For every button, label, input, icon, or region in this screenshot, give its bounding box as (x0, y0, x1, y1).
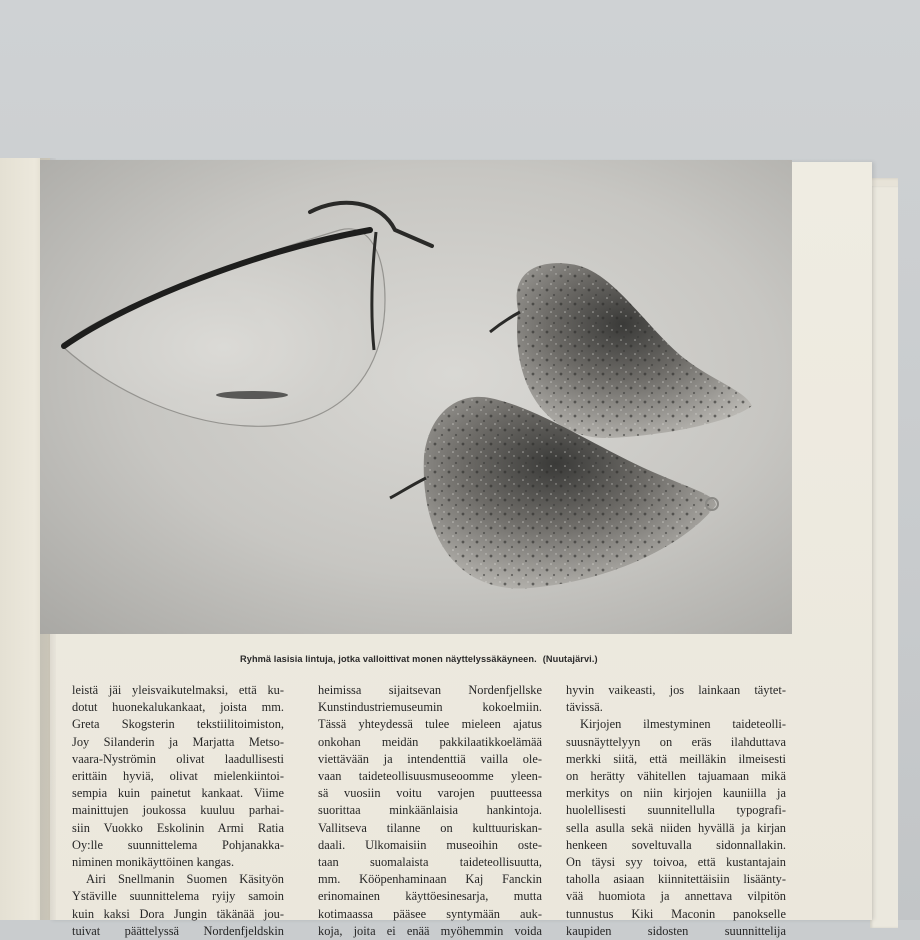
text-line: tävissä. (566, 700, 603, 715)
glass-birds-illustration (40, 160, 792, 634)
text-line: heimissa sijaitsevan Nordenfjellske (318, 683, 542, 697)
photograph-glass-birds (40, 160, 792, 634)
text-line: viettävään ja intendenttiä vailla ole- (318, 751, 542, 766)
text-line: sella asulla sekä niiden hyvällä ja kirjan (566, 820, 786, 835)
photo-caption (240, 654, 800, 664)
text-line: huolellisesti suunnitellulla typografi- (566, 803, 786, 818)
text-line: koja, joita ei enää myöhemmin voida (318, 923, 542, 938)
text-line: kuin kaksi Dora Jungin täkänää jou- (72, 906, 284, 921)
text-line: sempia kuin painetut kankaat. Viime (72, 786, 284, 801)
text-line: suorittaa minkäänlaisia hankintoja. (318, 803, 542, 818)
text-line: kotimaassa pääsee syntymään auk- (318, 906, 542, 921)
text-line: mainittujen joukossa kuuluu parhai- (72, 803, 284, 818)
page-edge (870, 186, 898, 928)
text-column-3 (566, 682, 786, 940)
text-line: dotut huonekalukankaat, joista mm. (72, 700, 284, 715)
text-line: Tässä yhteydessä tulee mieleen ajatus (318, 717, 542, 732)
text-line: vaan taideteollisuusmuseoomme yleen- (318, 769, 542, 784)
text-line: kaupiden sidosten suunnittelija (566, 923, 786, 938)
text-line: on herätty vähitellen tajuamaan mikä (566, 769, 786, 784)
text-line: vää huomiota ja annettava vilpitön (566, 889, 786, 904)
text-line: tunnustus Kiki Maconin panokselle (566, 906, 786, 921)
text-line: merkitys on niin kirjojen kauniilla ja (566, 786, 786, 801)
text-line: onkohan meidän pakkilaatikkoelämää (318, 734, 542, 749)
text-line: On täysi syy toivoa, että kustantajain (566, 855, 786, 870)
text-line: taan suomalaista taideteollisuutta, (318, 855, 542, 870)
text-column-1 (72, 682, 284, 940)
text-line: Kirjojen ilmestyminen taideteolli- (580, 717, 786, 732)
text-line: Vallitseva tilanne on kulttuuriskan- (318, 820, 542, 835)
caption-text: Ryhmä lasisia lintuja, jotka valloittivat monen näyttelyssäkäyneen. (240, 654, 537, 664)
text-line: leistä jäi yleisvaikutelmaksi, että ku- (72, 683, 284, 697)
text-column-2 (318, 682, 542, 940)
text-line: taholla asiaan kiinnitettäisiin lisäänty- (566, 872, 786, 887)
text-line: erinomainen käyttöesinesarja, mutta (318, 889, 542, 904)
text-line: erittäin hyviä, olivat mielenkiintoi- (72, 769, 284, 784)
text-line: Kunstindustriemuseumin kokoelmiin. (318, 700, 542, 715)
text-line: merkki siitä, että meilläkin ilmeisesti (566, 751, 786, 766)
text-line: Airi Snellmanin Suomen Käsityön (86, 872, 284, 887)
text-line: hyvin vaikeasti, jos lainkaan täytet- (566, 683, 786, 697)
text-line: Oy:lle suunnittelema Pohjanakka- (72, 837, 284, 852)
text-line: Joy Silanderin ja Marjatta Metso- (72, 734, 284, 749)
text-line: vaara-Nyströmin olivat laadullisesti (72, 751, 284, 766)
text-line: suusnäyttelyyn on eräs ilahduttava (566, 734, 786, 749)
text-line: siin Vuokko Eskolinin Armi Ratia (72, 820, 284, 835)
text-line: Ystäville suunnittelema ryijy samoin (72, 889, 284, 904)
caption-credit: (Nuutajärvi.) (542, 654, 598, 664)
text-line: Greta Skogsterin tekstiilitoimiston, (72, 717, 284, 732)
text-line: sä vuosiin voitu varojen puutteessa (318, 786, 542, 801)
clear-glass-bird (62, 203, 432, 427)
text-line: tuivat päättelyssä Nordenfjeldskin (72, 923, 284, 938)
text-line: henkeen soveltuvalla sidonnallakin. (566, 837, 786, 852)
text-line: daali. Ulkomaisiin museoihin oste- (318, 837, 542, 852)
text-line: niminen monikäyttöinen kangas. (72, 855, 235, 870)
text-line: mm. Kööpenhaminaan Kaj Fanckin (318, 872, 542, 887)
